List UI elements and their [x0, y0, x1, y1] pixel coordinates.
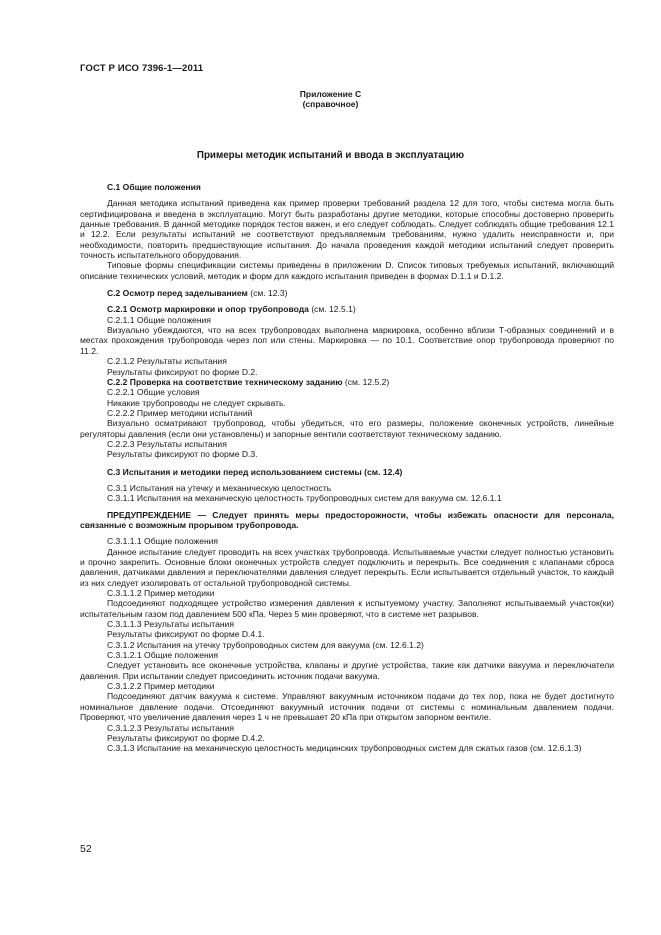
section-heading: С.3 Испытания и методики перед использованием системы (см. 12.4)	[107, 466, 403, 477]
document-body	[80, 182, 614, 754]
clause-label: С.3.1.2 Испытания на утечку трубопроводных систем для вакуума (см. 12.6.1.2)	[107, 639, 424, 650]
appendix-label: Приложение С	[299, 89, 362, 99]
warning-text: ПРЕДУПРЕЖДЕНИЕ — Следует принять меры предосторожности, чтобы избежать опасности для персонала, связанные с возможным прорывом трубопровода.	[80, 509, 614, 530]
heading-text: С.2.2 Проверка на соответствие техническому заданию	[107, 376, 343, 387]
appendix-note: (справочное)	[302, 99, 359, 109]
document-header: ГОСТ Р ИСО 7396-1—2011	[80, 63, 204, 74]
clause-label: С.3.1.1 Испытания на механическую целостность трубопроводных систем для вакуума см. 12.6.1.1	[107, 493, 502, 504]
clause-label: С.2.1.2 Результаты испытания	[107, 356, 227, 367]
heading-ref: (см. 12.3)	[250, 288, 288, 299]
paragraph: Подсоединяют датчик вакуума к системе. Управляют вакуумным источником подачи до тех пор, пока не будет достигнуто номинальное давление подачи. Отсоединяют вакуумный источник подачи от системы с номинальным давлением подачи. Проверяют, что увеличение давления через 1 ч не превышает 20 кПа при открытом запорном вентиле.	[80, 691, 614, 723]
subsection-heading	[80, 304, 614, 314]
clause-label: С.3.1.2.3 Результаты испытания	[107, 722, 234, 733]
paragraph: С.3.1.3 Испытание на механическую целостность медицинских трубопроводных систем для сжатых газов (см. 12.6.1.3)	[107, 743, 582, 754]
paragraph: Никакие трубопроводы не следует скрывать.	[107, 397, 286, 408]
paragraph: Результаты фиксируют по форме D.4.1.	[107, 629, 265, 640]
heading-text: С.2 Осмотр перед заделыванием	[107, 288, 248, 299]
clause-label: С.3.1.1.1 Общие положения	[107, 536, 219, 547]
paragraph: Результаты фиксируют по форме D.2.	[107, 366, 258, 377]
section-heading	[80, 288, 614, 298]
clause-label: С.3.1.2.1 Общие положения	[107, 650, 219, 661]
page-number: 52	[80, 843, 92, 855]
paragraph: Следует установить все оконечные устройства, клапаны и другие устройства, такие как датчики вакуума и переключатели давления. При испытании следует присоединить источник подачи вакуума.	[80, 660, 614, 681]
clause-label: С.2.2.2 Пример методики испытаний	[107, 407, 253, 418]
paragraph: Визуально осматривают трубопровод, чтобы убедиться, что его размеры, положение оконечных устройств, линейные регуляторы давления (если они установлены) и запорные вентили соответствуют техническому заданию.	[80, 418, 614, 439]
subsection-heading	[80, 377, 614, 387]
page-title: Примеры методик испытаний и ввода в эксплуатацию	[196, 150, 465, 161]
clause-label: С.2.2.3 Результаты испытания	[107, 438, 227, 449]
clause-label: С.2.2.1 Общие условия	[107, 387, 200, 398]
paragraph: Данное испытание следует проводить на всех участках трубопровода. Испытываемые участки следует полностью установить и прочно закрепить. Основные блоки оконечных устройств следует подключить и перекрыть. Все соединения с клапанами сброса давления, датчиками давления и переключателями давления следует перекрыть. Если испытывается отдельный участок, то каждый из них следует изолировать от остальной трубопроводной системы.	[80, 546, 614, 588]
clause-label: С.3.1.1.2 Пример методики	[107, 588, 215, 599]
clause-label: С.3.1.1.3 Результаты испытания	[107, 619, 234, 630]
clause-label: С.3.1 Испытания на утечку и механическую целостность	[107, 482, 332, 493]
section-heading: С.1 Общие положения	[107, 182, 201, 192]
paragraph: Подсоединяют подходящее устройство измерения давления к испытуемому участку. Заполняют испытываемый участок(ки) испытательным газом под давлением 500 кПа. Через 5 мин проверяют, что в системе нет разрывов.	[80, 598, 614, 619]
heading-ref: (см. 12.5.1)	[311, 304, 356, 315]
clause-label: С.3.1.2.2 Пример методики	[107, 681, 215, 692]
paragraph: Визуально убеждаются, что на всех трубопроводах выполнена маркировка, особенно вблизи Т-образных соединений и в местах прохождения трубопровода через пол или стены. Маркировка — по 10.1. Соответствие опор трубопровода проверяют по 11.2.	[80, 325, 614, 356]
heading-text: С.2.1 Осмотр маркировки и опор трубопровода	[107, 304, 309, 315]
clause-label: С.2.1.1 Общие положения	[107, 314, 211, 325]
paragraph: Результаты фиксируют по форме D.3.	[107, 449, 258, 460]
paragraph: Данная методика испытаний приведена как пример проверки требований раздела 12 для того, чтобы система могла быть сертифицирована и введена в эксплуатацию. Могут быть разработаны другие методики, которые способны достоверно проверить данные требования. В данной методике порядок тестов важен, и его следует соблюдать. Следует соблюдать общие требования 12.1 и 12.2. Если результаты испытаний не соответствуют предъявляемым требованиям, нужно удалить неисправности и, при необходимости, повторить предшествующие испытания. До начала проведения каждой методики испытаний следует проверить точность испытательного оборудования.	[80, 198, 614, 261]
heading-ref: (см. 12.5.2)	[344, 376, 390, 387]
paragraph: Результаты фиксируют по форме D.4.2.	[107, 732, 265, 743]
paragraph: Типовые формы спецификации системы приведены в приложении D. Список типовых требуемых испытаний, включающий описание технических условий, методик и форм для каждого испытания приведен в формах D.1.1 и D.1.2.	[80, 260, 614, 281]
